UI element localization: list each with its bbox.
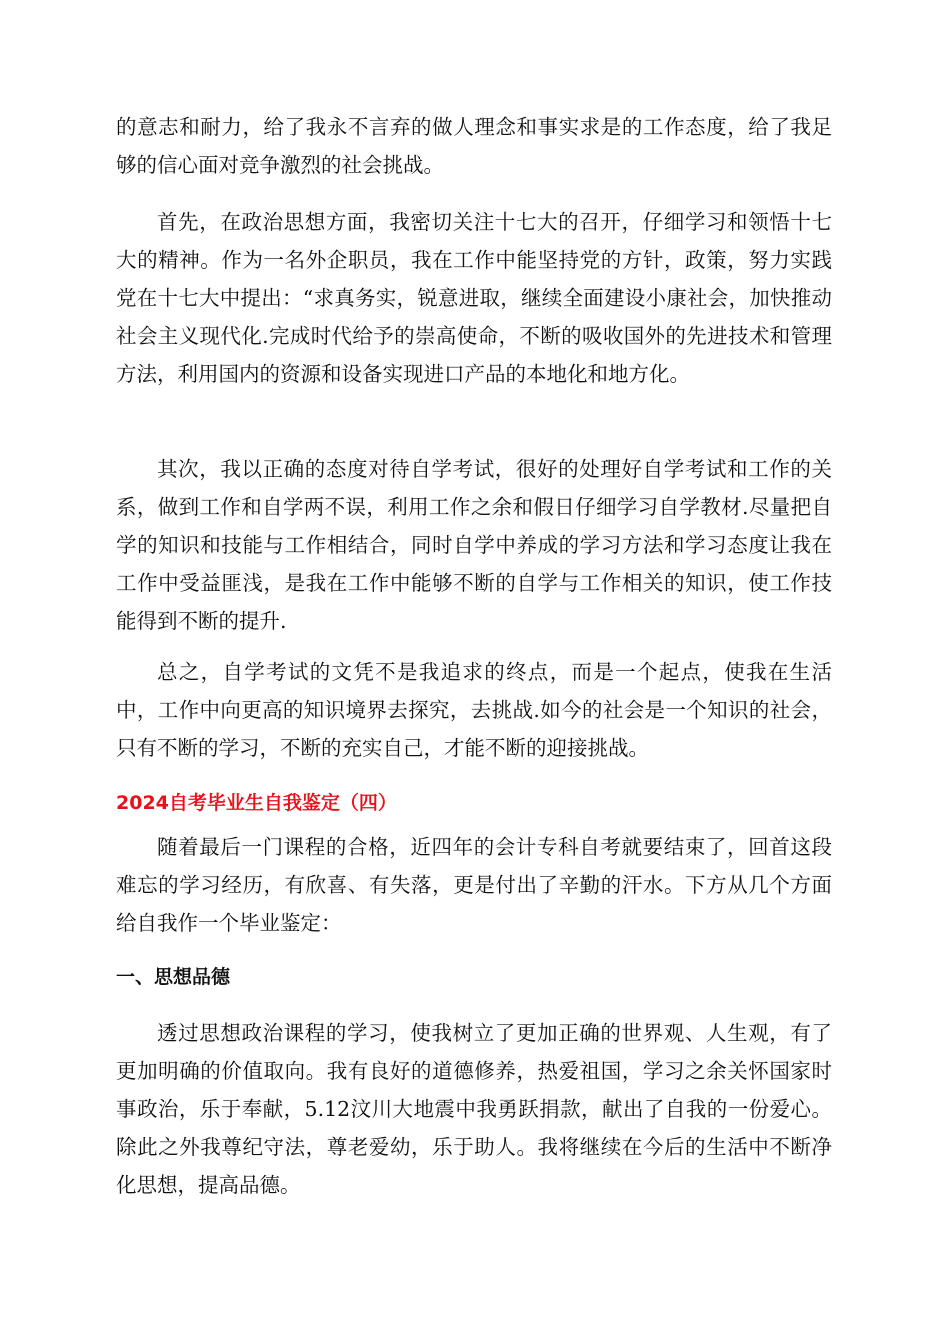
paragraph-intro: 随着最后一门课程的合格，近四年的会计专科自考就要结束了，回首这段难忘的学习经历，有欣喜、有失落，更是付出了辛勤的汗水。下方从几个方面给自我作一个毕业鉴定： [116, 835, 832, 935]
paragraph-morality: 透过思想政治课程的学习，使我树立了更加正确的世界观、人生观，有了更加明确的价值取向。我有良好的道德修养，热爱祖国，学习之余关怀国家时事政治，乐于奉献，5.12汶川大地震中我勇跃捐款，献出了自我的一份爱心。除此之外我尊纪守法，尊老爱幼，乐于助人。我将继续在今后的生活中不断净化思想，提高品德。 [116, 1021, 832, 1197]
paragraph-conclusion: 总之，自学考试的文凭不是我追求的终点，而是一个起点，使我在生活中，工作中向更高的知识境界去探究，去挑战.如今的社会是一个知识的社会，只有不断的学习，不断的充实自己，才能不断的迎接挑战。 [116, 660, 832, 760]
paragraph-political-thought: 首先，在政治思想方面，我密切关注十七大的召开，仔细学习和领悟十七大的精神。作为一名外企职员，我在工作中能坚持党的方针，政策，努力实践党在十七大中提出：“求真务实，锐意进取，继续全面建设小康社会，加快推动社会主义现代化.完成时代给予的崇高使命，不断的吸收国外的先进技术和管理方法，利用国内的资源和设备实现进口产品的本地化和地方化。 [116, 210, 832, 386]
subsection-title: 一、思想品德 [116, 966, 231, 988]
paragraph-self-study: 其次，我以正确的态度对待自学考试，很好的处理好自学考试和工作的关系，做到工作和自学两不误，利用工作之余和假日仔细学习自学教材.尽量把自学的知识和技能与工作相结合，同时自学中养成的学习方法和学习态度让我在工作中受益匪浅，是我在工作中能够不断的自学与工作相关的知识，使工作技能得到不断的提升. [116, 457, 832, 633]
section-title: 2024自考毕业生自我鉴定（四） [116, 792, 397, 814]
paragraph-continuation: 的意志和耐力，给了我永不言弃的做人理念和事实求是的工作态度，给了我足够的信心面对竞争激烈的社会挑战。 [116, 115, 832, 177]
